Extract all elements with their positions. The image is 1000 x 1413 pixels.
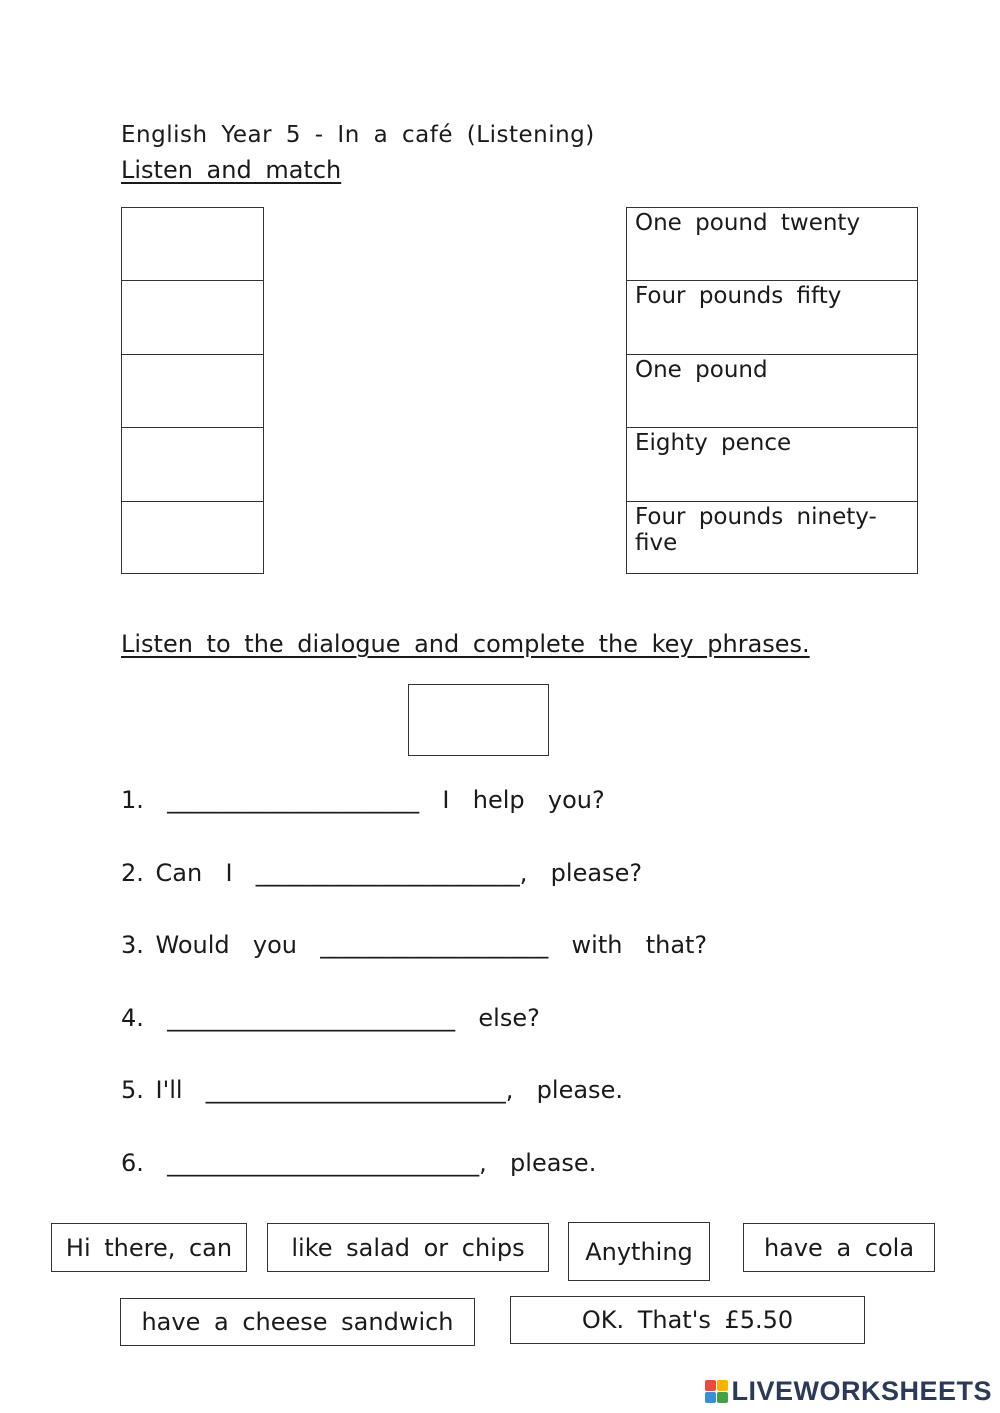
phrase-line[interactable]: 5. I'll _________________________, please.	[121, 1076, 623, 1104]
price-item[interactable]	[627, 502, 917, 575]
phrase-line[interactable]: 4. ________________________ else?	[121, 1004, 540, 1032]
price-item[interactable]	[627, 355, 917, 428]
price-label: Four pounds fifty	[635, 283, 842, 310]
picture-column	[121, 207, 264, 574]
logo-text: LIVEWORKSHEETS	[731, 1376, 992, 1406]
picture-slot[interactable]	[122, 281, 263, 354]
price-label: One pound	[635, 356, 768, 383]
price-item[interactable]	[627, 428, 917, 501]
price-label: Four pounds ninety-five	[635, 503, 877, 556]
price-label: One pound twenty	[635, 210, 861, 236]
word-chip[interactable]: Hi there, can	[51, 1223, 247, 1272]
word-chip[interactable]: like salad or chips	[267, 1223, 549, 1272]
audio-player-box[interactable]	[408, 684, 549, 756]
section-heading-match: Listen and match	[121, 156, 342, 184]
word-chip[interactable]: OK. That's £5.50	[510, 1296, 865, 1344]
liveworksheets-logo	[705, 1376, 992, 1407]
logo-icon	[705, 1380, 728, 1403]
phrase-line[interactable]: 3. Would you ___________________ with that?	[121, 931, 708, 959]
phrase-line[interactable]: 6. __________________________, please.	[121, 1149, 597, 1177]
section-heading-dialogue: Listen to the dialogue and complete the key phrases.	[121, 630, 810, 658]
picture-slot[interactable]	[122, 208, 263, 281]
phrase-line[interactable]: 2. Can I ______________________, please?	[121, 859, 643, 887]
price-column	[626, 207, 918, 574]
picture-slot[interactable]	[122, 355, 263, 428]
price-item[interactable]	[627, 208, 917, 281]
word-chip[interactable]: have a cheese sandwich	[120, 1298, 475, 1346]
price-label: Eighty pence	[635, 430, 792, 457]
word-chip[interactable]: Anything	[568, 1222, 710, 1281]
phrase-line[interactable]: 1. _____________________ I help you?	[121, 786, 605, 814]
worksheet-title: English Year 5 - In a café (Listening)	[121, 122, 595, 148]
picture-slot[interactable]	[122, 502, 263, 575]
word-chip[interactable]: have a cola	[743, 1223, 935, 1272]
picture-slot[interactable]	[122, 428, 263, 501]
price-item[interactable]	[627, 281, 917, 354]
